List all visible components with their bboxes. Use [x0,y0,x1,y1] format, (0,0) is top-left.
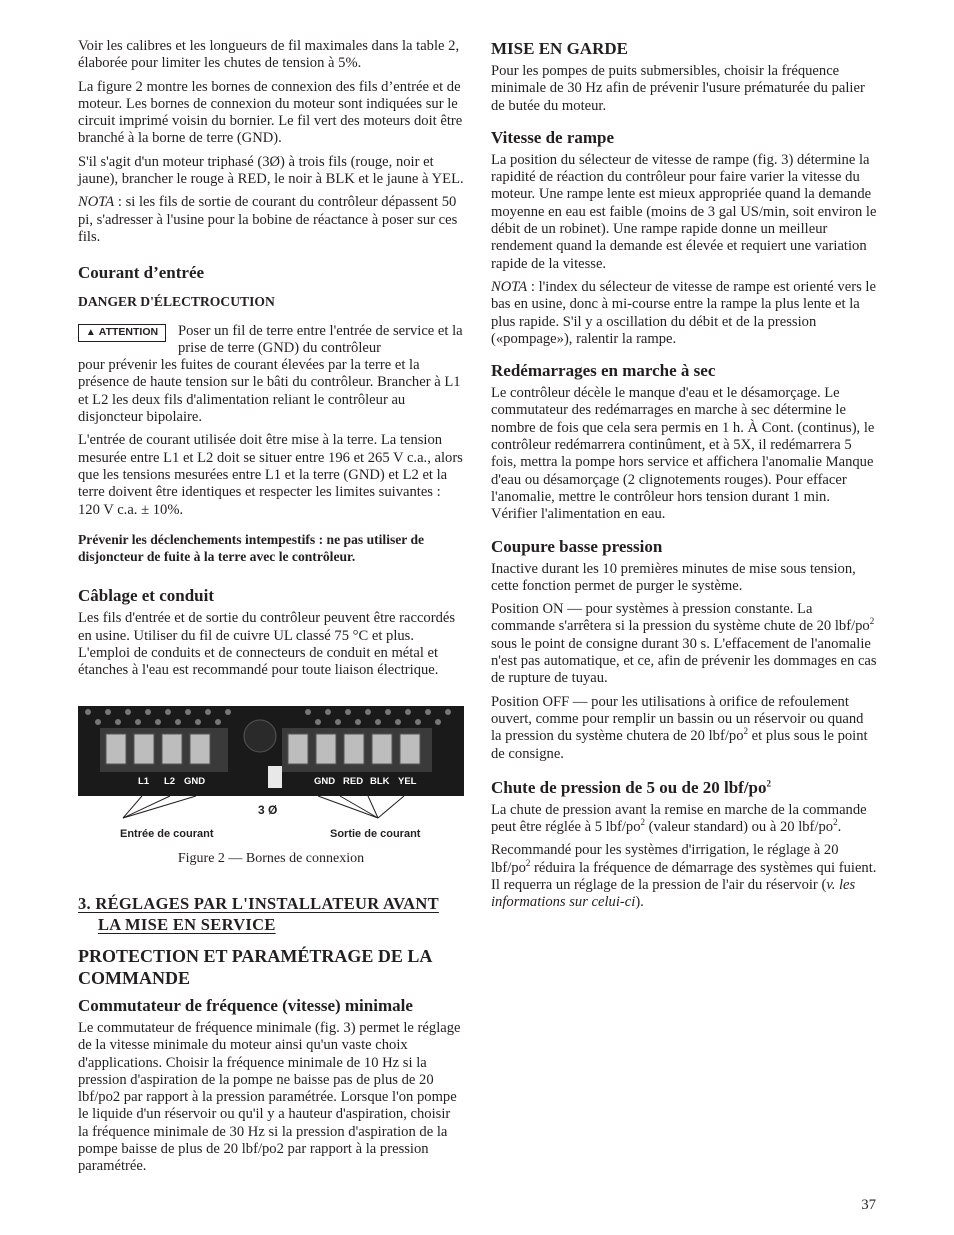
heading-protection: PROTECTION ET PARAMÉTRAGE DE LA COMMANDE [78,945,432,988]
label-red: RED [343,775,364,787]
paragraph-nota-2: NOTA : l'index du sélecteur de vitesse de rampe est orienté vers le bas en usine, donc à mi-course entre la rampe la plus lente et la plus rapide. S'il y a oscillation du débit et de la pression («pompage»), ralentir la rampe. [491,278,876,347]
danger-heading: DANGER D'ÉLECTROCUTION [78,294,275,310]
attention-block [78,323,464,427]
heading-vitesse-rampe: Vitesse de rampe [491,127,615,147]
warning-icon: ▲ [85,326,96,338]
heading-coupure: Coupure basse pression [491,536,663,556]
paragraph-grounding: Poser un fil de terre entre l'entrée de service et la prise de terre (GND) du contrôleur pour prévenir les fuites de courant élevées par la terre et la présence de haute tension sur le bâti du contrôleur. Brancher à L1 et L2 les deux fils d'alimentation reliant le contrôleur au disjoncteur bipolaire. [78,322,463,426]
left-column [78,38,464,1182]
heading-redemarrages: Redémarrages en marche à sec [491,361,716,381]
paragraph-three-phase: S'il s'agit d'un moteur triphasé (3Ø) à trois fils (rouge, noir et jaune), brancher le rouge à RED, le noir à BLK et le jaune à YEL. [78,153,464,188]
paragraph-wiring: Les fils d'entrée et de sortie du contrôleur peuvent être raccordés en usine. Utiliser du fil de cuivre UL classé 75 °C et plus. L'emploi de conduits et de connecteurs de conduit en métal et étanches à l'eau est recommandé pour toute liaison électrique. [78,610,456,679]
paragraph-position-on: Position ON — pour systèmes à pression constante. La commande s'arrêtera si la pression du système chute de 20 lbf/$po^2$ sous le point de consigne durant 30 s. L'effacement de l'anomalie n'est pas automatique, et ce, afin de prévenir les dommages en cas de rupture de tuyau. [491,601,877,687]
paragraph-ramp: La position du sélecteur de vitesse de rampe (fig. 3) détermine la rapidité de réaction du contrôleur pour faire varier la vitesse du moteur. Une rampe lente est mieux appropriée quand la demande moyenne en eau est faible (moins de 3 gal US/min, soit environ le débit de un robinet). Une rampe rapide donne un meilleur rendement quand la demande est élevée et requiert une variation rapide de la vitesse. [491,151,877,272]
heading-cablage: Câblage et conduit [78,586,214,606]
attention-badge: ▲ ATTENTION [78,324,166,342]
phase-label: 3 Ø [258,802,278,817]
paragraph-voltage: L'entrée de courant utilisée doit être mise à la terre. La tension mesurée entre L1 et L2 doit se situer entre 196 et 265 V c.a., alors que les tensions mesurées entre L1 et la terre (GND) et L2 et la terre doivent être identiques et respecter les limites suivantes : 120 V c.a. ± 10%. [78,432,463,518]
paragraph-dry-run: Le contrôleur décèle le manque d'eau et le désamorçage. Le commutateur des redémarrages en marche à sec détermine le nombre de fois que cela sera permis en 1 h. À Cont. (continus), le contrôleur redémarrera continûment, et à 5X, il redémarrera 5 fois, mettra la pompe hors service et affichera l'anomalie Manque d'eau ou désamorçage (2 clignotements rouges). Pour effacer l'anomalie, mettre le contrôleur hors tension durant 1 min. Vérifier l'alimentation en eau. [491,385,875,523]
heading-commutateur: Commutateur de fréquence (vitesse) minimale [78,995,413,1015]
label-entree-courant: Entrée de courant [120,827,214,840]
paragraph-min-frequency: Le commutateur de fréquence minimale (fig. 3) permet le réglage de la vitesse minimale du moteur ainsi qu'un vaste choix d'applications. Choisir la fréquence minimale de 10 Hz si la pression d'aspiration de la pompe ne baisse pas de plus de 20 lbf/po2 par rapport à la pression paramétrée. Lorsque l'on pompe le liquide d'un réservoir ou qu'il y a hauteur d'aspiration, choisir la fréquence minimale de 30 Hz si la pression d'aspiration de la pompe baisse de plus de 20 lbf/po2 par rapport à la pression paramétrée. [78,1019,461,1175]
label-blk: BLK [370,775,390,787]
heading-chute-pression: Chute de pression de 5 ou de 20 lbf/$po^2$ [491,777,772,797]
paragraph-nota-1: NOTA : si les fils de sortie de courant du contrôleur dépassent 50 pi, s'adresser à l'usine pour la bobine de réactance à poser sur ces fils. [78,194,458,245]
terminal-labels [78,776,464,790]
label-l1: L1 [138,775,150,787]
paragraph-submersible: Pour les pompes de puits submersibles, choisir la fréquence minimale de 30 Hz afin de prévenir l'usure prématurée du palier de butée du moteur. [491,63,865,114]
paragraph-pressure-drop: La chute de pression avant la remise en marche de la commande peut être réglée à 5 lbf/$po^2$ (valeur standard) ou à 20 lbf/$po^2$. [491,801,867,836]
heading-mise-en-garde: MISE EN GARDE [491,39,628,58]
paragraph-wire-gauges: Voir les calibres et les longueurs de fil maximales dans la table 2, élaborée pour limiter les chutes de tension à 5%. [78,38,460,72]
paragraph-gfci-warning: Prévenir les déclenchements intempestifs : ne pas utiliser de disjoncteur de fuite à la terre avec le contrôleur. [78,531,425,565]
label-gnd-out: GND [314,775,336,787]
nota-label: NOTA [491,278,528,295]
paragraph-low-pressure-intro: Inactive durant les 10 premières minutes de mise sous tension, cette fonction permet de purger le système. [491,560,856,594]
right-column [491,38,877,918]
section-title: 3. RÉGLAGES PAR L'INSTALLATEUR AVANT LA MISE EN SERVICE [78,893,439,934]
paragraph-position-off: Position OFF — pour les utilisations à orifice de refoulement ouvert, comme pour remplir un bassin ou un réservoir ou quand la pression du système chutera de 20 lbf/$po^2$ et plus sous le point de consigne. [491,693,868,762]
label-yel: YEL [398,775,417,787]
figure-terminal-block [78,706,464,856]
nota-label: NOTA [78,194,115,211]
label-sortie-courant: Sortie de courant [330,827,421,840]
page-number: 37 [861,1197,876,1213]
label-l2: L2 [164,775,176,787]
heading-courant-entree: Courant d’entrée [78,263,205,283]
label-gnd-in: GND [184,775,206,787]
figure-caption: Figure 2 — Bornes de connexion [177,850,365,866]
paragraph-figure-reference: La figure 2 montre les bornes de connexion des fils d’entrée et de moteur. Les bornes de connexion du moteur sont indiquées sur le circuit imprimé voisin du bornier. Le fil vert des moteurs doit être branché à la borne de terre (GND). [78,78,463,147]
paragraph-irrigation: Recommandé pour les systèmes d'irrigation, le réglage à 20 lbf/$po^2$ réduira la fréquence de démarrage des systèmes qui fuient. Il requerra un réglage de la pression de l'air du réservoir (v. les informations sur celui-ci). [491,842,877,911]
